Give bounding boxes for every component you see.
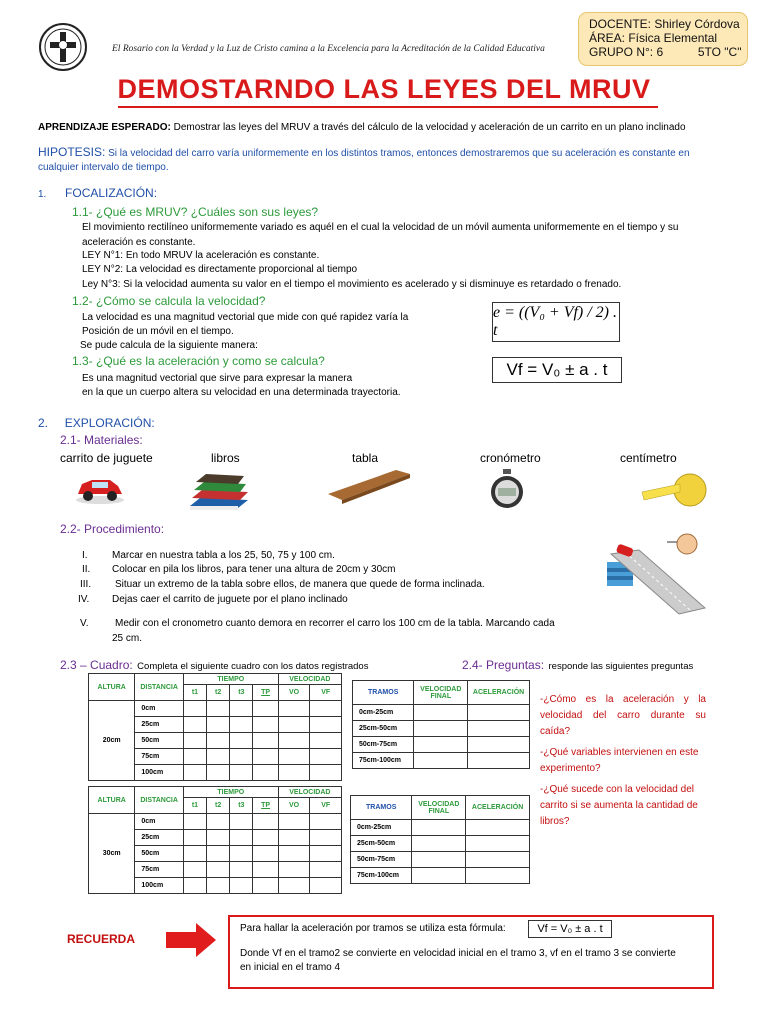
- grade-label: 5TO "C": [697, 45, 742, 59]
- distancia-cell: 50cm: [135, 733, 183, 749]
- header-t3: t3: [230, 798, 253, 814]
- preguntas-text: responde las siguientes preguntas: [548, 661, 694, 672]
- input-cell[interactable]: [207, 846, 230, 862]
- input-cell[interactable]: [253, 701, 278, 717]
- input-cell[interactable]: [468, 721, 530, 737]
- subject-area: ÁREA: Física Elemental: [589, 31, 718, 45]
- input-cell[interactable]: [230, 701, 253, 717]
- input-cell[interactable]: [183, 749, 206, 765]
- q3-line-0: Es una magnitud vectorial que sirve para expresar la manera: [82, 373, 353, 384]
- inclined-plane-illustration: [603, 524, 721, 620]
- header-aceleracion: ACELERACIÓN: [466, 796, 530, 820]
- input-cell[interactable]: [230, 717, 253, 733]
- velocity-formula: e = ((V₀ + Vf) / 2) . t: [492, 302, 620, 342]
- question-1-2: 1.2- ¿Cómo se calcula la velocidad?: [72, 294, 266, 308]
- altura-30cm: 30cm: [89, 814, 135, 894]
- tramo-cell: 0cm-25cm: [353, 705, 414, 721]
- input-cell[interactable]: [412, 852, 466, 868]
- tramos-table-20cm: [352, 680, 530, 769]
- teacher-name: DOCENTE: Shirley Córdova: [589, 17, 740, 31]
- material-cronometro-label: cronómetro: [480, 451, 541, 465]
- input-cell[interactable]: [468, 737, 530, 753]
- distancia-cell: 100cm: [135, 765, 183, 781]
- question-1-3: 1.3- ¿Qué es la aceleración y como se calcula?: [72, 354, 325, 368]
- input-cell[interactable]: [207, 862, 230, 878]
- input-cell[interactable]: [310, 765, 342, 781]
- header-tiempo: TIEMPO: [183, 787, 278, 798]
- header-tramos: TRAMOS: [351, 796, 412, 820]
- input-cell[interactable]: [310, 814, 342, 830]
- aprendizaje-label: APRENDIZAJE ESPERADO:: [38, 122, 171, 133]
- hipotesis-label: HIPOTESIS:: [38, 145, 106, 159]
- materiales-title: 2.1- Materiales:: [60, 433, 143, 447]
- header-t2: t2: [207, 685, 230, 701]
- input-cell[interactable]: [230, 846, 253, 862]
- group-number: GRUPO N°: 6: [589, 45, 664, 59]
- header-velocidad: VELOCIDAD: [278, 787, 341, 798]
- step-2-num: II.: [82, 564, 91, 575]
- distancia-cell: 50cm: [135, 846, 183, 862]
- material-centimetro-label: centímetro: [620, 451, 677, 465]
- header-velocidad-final: VELOCIDAD FINAL: [412, 796, 466, 820]
- toy-car-image: [74, 470, 126, 506]
- header-t1: t1: [183, 798, 206, 814]
- distancia-cell: 0cm: [135, 814, 183, 830]
- header-tramos: TRAMOS: [353, 681, 414, 705]
- header-v0: VO: [278, 685, 310, 701]
- books-image: [186, 470, 252, 516]
- header-tp: TP: [253, 798, 278, 814]
- input-cell[interactable]: [207, 765, 230, 781]
- q2-line-2: Se pude calcula de la siguiente manera:: [80, 340, 258, 351]
- q1-line-4: Ley N°3: Si la velocidad aumenta su valor en el tiempo el movimiento es acelerado y si disminuye es retardado o frenado.: [82, 279, 622, 290]
- input-cell[interactable]: [412, 868, 466, 884]
- question-1-1: 1.1- ¿Qué es MRUV? ¿Cuáles son sus leyes?: [72, 205, 319, 219]
- distancia-cell: 25cm: [135, 717, 183, 733]
- input-cell[interactable]: [230, 733, 253, 749]
- wood-board-image: [326, 466, 412, 506]
- step-3-num: III.: [80, 579, 92, 590]
- input-cell[interactable]: [414, 753, 468, 769]
- header-tiempo: TIEMPO: [183, 674, 278, 685]
- input-cell[interactable]: [278, 733, 310, 749]
- exploracion-heading: [38, 416, 155, 430]
- material-libros-label: libros: [211, 451, 240, 465]
- hipotesis-line2: cualquier intervalo de tiempo.: [38, 162, 169, 173]
- header-t2: t2: [207, 798, 230, 814]
- input-cell[interactable]: [183, 846, 206, 862]
- recuerda-line2: Donde Vf en el tramo2 se convierte en velocidad inicial en el tramo 3, vf en el tramo 3 se convierte: [240, 948, 676, 959]
- input-cell[interactable]: [278, 814, 310, 830]
- input-cell[interactable]: [253, 717, 278, 733]
- input-cell[interactable]: [207, 733, 230, 749]
- q1-line-1: aceleración es constante.: [82, 237, 196, 248]
- header-vf: VF: [310, 798, 342, 814]
- altura-20cm: 20cm: [89, 701, 135, 781]
- input-cell[interactable]: [183, 733, 206, 749]
- input-cell[interactable]: [183, 878, 206, 894]
- input-cell[interactable]: [414, 737, 468, 753]
- tramo-cell: 0cm-25cm: [351, 820, 412, 836]
- acceleration-formula: Vf = V₀ ± a . t: [492, 357, 622, 383]
- input-cell[interactable]: [183, 765, 206, 781]
- header-distancia: DISTANCIA: [135, 674, 183, 701]
- input-cell[interactable]: [253, 830, 278, 846]
- input-cell[interactable]: [230, 814, 253, 830]
- header-altura: ALTURA: [89, 787, 135, 814]
- page-title: DEMOSTARNDO LAS LEYES DEL MRUV: [117, 74, 651, 104]
- input-cell[interactable]: [230, 765, 253, 781]
- input-cell[interactable]: [310, 701, 342, 717]
- q3-line-1: en la que un cuerpo altera su velocidad en una determinada trayectoria.: [82, 387, 401, 398]
- focalizacion-title: FOCALIZACIÓN:: [65, 186, 158, 200]
- input-cell[interactable]: [253, 846, 278, 862]
- input-cell[interactable]: [468, 753, 530, 769]
- input-cell[interactable]: [183, 717, 206, 733]
- q2-line-1: Posición de un móvil en el tiempo.: [82, 326, 234, 337]
- step-5-num: V.: [80, 618, 89, 629]
- input-cell[interactable]: [207, 814, 230, 830]
- header-t3: t3: [230, 685, 253, 701]
- input-cell[interactable]: [207, 878, 230, 894]
- header-v0: VO: [278, 798, 310, 814]
- teacher-info-box: [578, 12, 748, 66]
- input-cell[interactable]: [310, 830, 342, 846]
- step-2-text: Colocar en pila los libros, para tener una altura de 20cm y 30cm: [112, 564, 396, 575]
- input-cell[interactable]: [412, 820, 466, 836]
- input-cell[interactable]: [253, 765, 278, 781]
- header-aceleracion: ACELERACIÓN: [468, 681, 530, 705]
- input-cell[interactable]: [230, 749, 253, 765]
- step-4-num: IV.: [78, 594, 90, 605]
- recuerda-line1: Para hallar la aceleración por tramos se utiliza esta fórmula:: [240, 923, 506, 934]
- exploracion-title: EXPLORACIÓN:: [64, 416, 155, 430]
- input-cell[interactable]: [253, 814, 278, 830]
- input-cell[interactable]: [310, 717, 342, 733]
- input-cell[interactable]: [278, 701, 310, 717]
- distancia-cell: 75cm: [135, 862, 183, 878]
- header-tp: TP: [253, 685, 278, 701]
- step-3-text: Situar un extremo de la tabla sobre ellos, de manera que quede de forma inclinada.: [115, 579, 485, 590]
- preguntas-heading: [462, 656, 693, 674]
- focalizacion-number: 1.: [38, 189, 47, 200]
- input-cell[interactable]: [466, 836, 530, 852]
- distancia-cell: 0cm: [135, 701, 183, 717]
- tramos-table-30cm: [350, 795, 530, 884]
- aprendizaje-esperado: [38, 120, 686, 135]
- input-cell[interactable]: [253, 878, 278, 894]
- school-motto: El Rosario con la Verdad y la Luz de Cristo camina a la Excelencia para la Acreditación de la Calidad Educativa: [112, 44, 545, 54]
- input-cell[interactable]: [183, 701, 206, 717]
- input-cell[interactable]: [468, 705, 530, 721]
- material-tabla-label: tabla: [352, 451, 379, 465]
- distancia-cell: 100cm: [135, 878, 183, 894]
- recuerda-line3: en inicial en el tramo 4: [240, 962, 341, 973]
- input-cell[interactable]: [278, 749, 310, 765]
- tramo-cell: 25cm-50cm: [353, 721, 414, 737]
- input-cell[interactable]: [207, 717, 230, 733]
- school-logo: [38, 22, 88, 72]
- input-cell[interactable]: [414, 705, 468, 721]
- input-cell[interactable]: [230, 830, 253, 846]
- data-table-30cm: [88, 786, 342, 894]
- input-cell[interactable]: [183, 862, 206, 878]
- input-cell[interactable]: [278, 862, 310, 878]
- step-4-text: Dejas caer el carrito de juguete por el plano inclinado: [112, 594, 348, 605]
- q2-line-0: La velocidad es una magnitud vectorial que mide con qué rapidez varía la: [82, 312, 409, 323]
- distancia-cell: 75cm: [135, 749, 183, 765]
- input-cell[interactable]: [207, 701, 230, 717]
- input-cell[interactable]: [414, 721, 468, 737]
- material-carrito-label: carrito de juguete: [60, 451, 153, 465]
- question-3: -¿Qué sucede con la velocidad del carrito si se aumenta la cantidad de libros?: [540, 784, 698, 827]
- input-cell[interactable]: [207, 830, 230, 846]
- tape-measure-image: [640, 470, 710, 510]
- input-cell[interactable]: [278, 765, 310, 781]
- tramo-cell: 75cm-100cm: [351, 868, 412, 884]
- input-cell[interactable]: [310, 733, 342, 749]
- input-cell[interactable]: [310, 749, 342, 765]
- question-2: -¿Qué variables intervienen en este experimento?: [540, 747, 699, 774]
- step-1-num: I.: [82, 550, 88, 561]
- q1-line-0: El movimiento rectilíneo uniformemente variado es aquél en el cual la velocidad de un móvil aumenta uniformemente en el tiempo y su: [82, 222, 679, 233]
- input-cell[interactable]: [310, 878, 342, 894]
- input-cell[interactable]: [278, 717, 310, 733]
- distancia-cell: 25cm: [135, 830, 183, 846]
- input-cell[interactable]: [183, 814, 206, 830]
- q1-line-3: LEY N°2: La velocidad es directamente proporcional al tiempo: [82, 264, 358, 275]
- input-cell[interactable]: [253, 862, 278, 878]
- tramo-cell: 50cm-75cm: [351, 852, 412, 868]
- input-cell[interactable]: [278, 830, 310, 846]
- input-cell[interactable]: [278, 846, 310, 862]
- exploracion-number: 2.: [38, 416, 49, 430]
- header-vf: VF: [310, 685, 342, 701]
- input-cell[interactable]: [278, 878, 310, 894]
- arrow-right-icon: [160, 920, 220, 960]
- hipotesis-line1: Si la velocidad del carro varía uniformemente en los distintos tramos, entonces demostraremos que su aceleración es constante en: [108, 148, 690, 159]
- step-5-continued: 25 cm.: [112, 633, 143, 644]
- header-velocidad-final: VELOCIDAD FINAL: [414, 681, 468, 705]
- input-cell[interactable]: [310, 862, 342, 878]
- input-cell[interactable]: [230, 878, 253, 894]
- procedimiento-title: 2.2- Procedimiento:: [60, 522, 165, 536]
- aprendizaje-text: Demostrar las leyes del MRUV a través del cálculo de la velocidad y aceleración de un carrito en un plano inclinado: [173, 122, 686, 133]
- question-1: -¿Cómo es la aceleración y la velocidad del carro durante su caída?: [540, 694, 706, 737]
- recuerda-formula: Vf = V₀ ± a . t: [528, 920, 612, 938]
- step-1-text: Marcar en nuestra tabla a los 25, 50, 75 y 100 cm.: [112, 550, 335, 561]
- group-grade: [589, 45, 742, 59]
- input-cell[interactable]: [310, 846, 342, 862]
- header-velocidad: VELOCIDAD: [278, 674, 341, 685]
- preguntas-title: 2.4- Preguntas:: [462, 658, 545, 672]
- header-distancia: DISTANCIA: [135, 787, 183, 814]
- input-cell[interactable]: [230, 862, 253, 878]
- recuerda-label: RECUERDA: [67, 932, 136, 946]
- tramo-cell: 75cm-100cm: [353, 753, 414, 769]
- input-cell[interactable]: [207, 749, 230, 765]
- cuadro-title: 2.3 – Cuadro:: [60, 658, 133, 672]
- q1-line-2: LEY N°1: En todo MRUV la aceleración es constante.: [82, 250, 320, 261]
- step-5-text: Medir con el cronometro cuanto demora en recorrer el carro los 100 cm de la tabla. Marcando cada: [115, 618, 555, 629]
- input-cell[interactable]: [183, 830, 206, 846]
- header-altura: ALTURA: [89, 674, 135, 701]
- input-cell[interactable]: [466, 868, 530, 884]
- tramo-cell: 25cm-50cm: [351, 836, 412, 852]
- data-table-20cm: [88, 673, 342, 781]
- title-underline: [118, 106, 658, 108]
- cuadro-text: Completa el siguiente cuadro con los datos registrados: [137, 661, 369, 672]
- input-cell[interactable]: [466, 852, 530, 868]
- input-cell[interactable]: [253, 733, 278, 749]
- input-cell[interactable]: [466, 820, 530, 836]
- input-cell[interactable]: [253, 749, 278, 765]
- focalizacion-heading: [38, 186, 157, 200]
- tramo-cell: 50cm-75cm: [353, 737, 414, 753]
- input-cell[interactable]: [412, 836, 466, 852]
- cuadro-heading: [60, 656, 368, 674]
- stopwatch-image: [488, 468, 526, 510]
- hipotesis: [38, 145, 690, 161]
- header-t1: t1: [183, 685, 206, 701]
